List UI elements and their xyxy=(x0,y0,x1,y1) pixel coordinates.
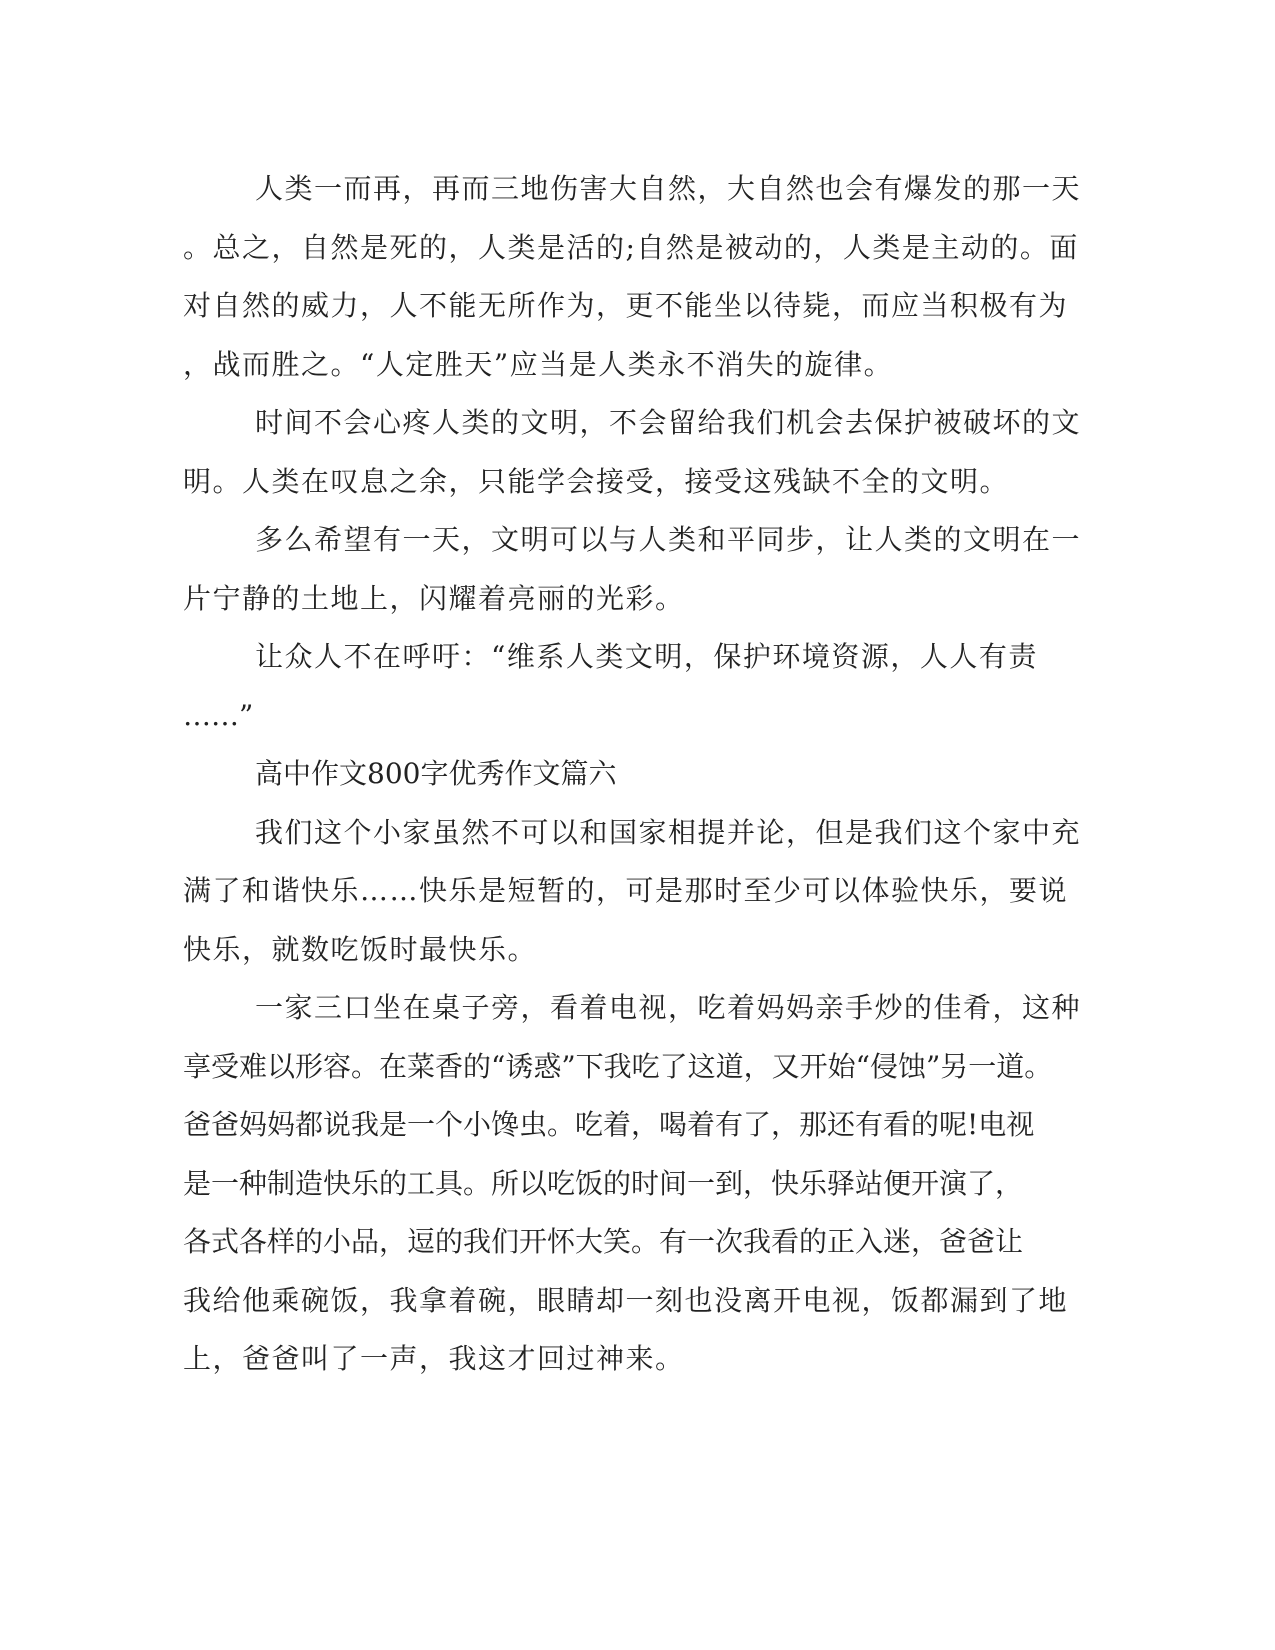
text-line: 片宁静的土地上，闪耀着亮丽的光彩。 xyxy=(183,581,685,615)
text-line: 满了和谐快乐……快乐是短暂的，可是那时至少可以体验快乐，要说 xyxy=(183,874,1069,907)
text-line: 爸爸妈妈都说我是一个小馋虫。吃着，喝着有了，那还有看的呢!电视 xyxy=(183,1108,1035,1141)
text-line: ，战而胜之。“人定胜天”应当是人类永不消失的旋律。 xyxy=(183,347,894,381)
text-line: 是一种制造快乐的工具。所以吃饭的时间一到，快乐驿站便开演了， xyxy=(183,1166,1024,1200)
section-heading: 高中作文800字优秀作文篇六 xyxy=(255,757,617,790)
text-line: 对自然的威力，人不能无所作为，更不能坐以待毙，而应当积极有为 xyxy=(183,289,1069,322)
text-line: 各式各样的小品，逗的我们开怀大笑。有一次我看的正入迷，爸爸让 xyxy=(183,1225,1024,1258)
text-line: 时间不会心疼人类的文明，不会留给我们机会去保护被破坏的文 xyxy=(255,406,1082,439)
text-line: 明。人类在叹息之余，只能学会接受，接受这残缺不全的文明。 xyxy=(183,464,1010,498)
text-line: 我给他乘碗饭，我拿着碗，眼睛却一刻也没离开电视，饭都漏到了地 xyxy=(183,1283,1069,1317)
text-line: 快乐，就数吃饭时最快乐。 xyxy=(183,932,538,966)
text-line: 。总之，自然是死的，人类是活的;自然是被动的，人类是主动的。面 xyxy=(183,230,1079,264)
text-line: 多么希望有一天，文明可以与人类和平同步，让人类的文明在一 xyxy=(255,523,1082,556)
text-line: ……” xyxy=(183,698,254,732)
text-line: 我们这个小家虽然不可以和国家相提并论，但是我们这个家中充 xyxy=(255,815,1082,849)
text-line: 让众人不在呼吁：“维系人类文明，保护环境资源，人人有责 xyxy=(255,640,1038,673)
text-line: 享受难以形容。在菜香的“诱惑”下我吃了这道，又开始“侵蚀”另一道。 xyxy=(183,1049,1053,1083)
text-line: 上，爸爸叫了一声，我这才回过神来。 xyxy=(183,1342,685,1375)
text-line: 人类一而再，再而三地伤害大自然，大自然也会有爆发的那一天 xyxy=(255,172,1082,205)
text-line: 一家三口坐在桌子旁，看着电视，吃着妈妈亲手炒的佳肴，这种 xyxy=(255,991,1082,1024)
document-body xyxy=(183,160,1082,1389)
